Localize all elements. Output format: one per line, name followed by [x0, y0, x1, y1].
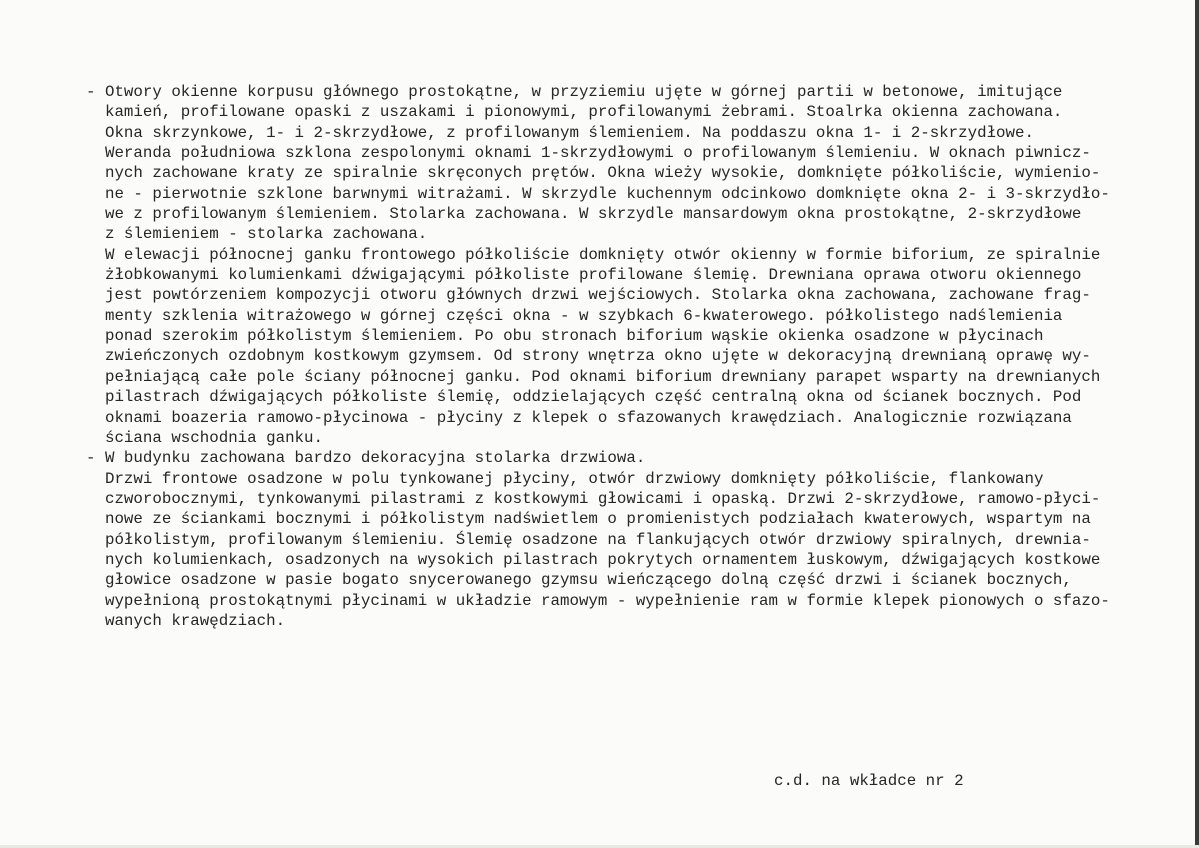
text-line: nowe ze ściankami bocznymi i półkolistym nadświetlem o promienistych podziałach kwaterowych, wspartym na — [86, 510, 1091, 529]
text-line: we z profilowanym ślemieniem. Stolarka zachowana. W skrzydle mansardowym okna prostokątne, 2-skrzydłowe — [86, 205, 1082, 224]
text-line: ściana wschodnia ganku. — [86, 428, 323, 447]
text-line: czworobocznymi, tynkowanymi pilastrami z kostkowymi głowicami i opaską. Drzwi 2-skrzydłowe, ramowo-płyci- — [86, 489, 1101, 508]
text-line: - W budynku zachowana bardzo dekoracyjna stolarka drzwiowa. — [86, 449, 646, 468]
text-line: pilastrach dźwigających półkoliste ślemię, oddzielających część centralną okna od ścianek bocznych. Pod — [86, 388, 1082, 407]
text-line: głowice osadzone w pasie bogato snycerowanego gzymsu wieńczącego dolną część drzwi i ścianek bocznych, — [86, 571, 1072, 590]
text-line: jest powtórzeniem kompozycji otworu głównych drzwi wejściowych. Stolarka okna zachowana, zachowane frag- — [86, 286, 1091, 305]
text-line: Okna skrzynkowe, 1- i 2-skrzydłowe, z profilowanym ślemieniem. Na poddaszu okna 1- i 2-skrzydłowe. — [86, 123, 1034, 142]
text-line: zwieńczonych ozdobnym kostkowym gzymsem. Od strony wnętrza okno ujęte w dekoracyjną drewnianą oprawę wy- — [86, 347, 1091, 366]
text-line: Weranda południowa szklona zespolonymi oknami 1-skrzydłowymi o profilowanym ślemieniu. W oknach piwnicz- — [86, 144, 1091, 163]
text-line: menty szklenia witrażowego w górnej części okna - w szybkach 6-kwaterowego. półkolistego nadślemienia — [86, 306, 1063, 325]
text-line: W elewacji północnej ganku frontowego półkoliście domknięty otwór okienny w formie biforium, ze spiralnie — [86, 245, 1101, 264]
text-line: oknami boazeria ramowo-płycinowa - płyciny z klepek o sfazowanych krawędziach. Analogicznie rozwiązana — [86, 408, 1072, 427]
scan-edge — [1195, 0, 1199, 848]
text-line: - Otwory okienne korpusu głównego prostokątne, w przyziemiu ujęte w górnej partii w betonowe, imitujące — [86, 83, 1063, 101]
text-line: wanych krawędziach. — [86, 611, 286, 630]
text-line: z ślemieniem - stolarka zachowana. — [86, 225, 428, 244]
text-line: nych kolumienkach, osadzonych na wysokich pilastrach pokrytych ornamentem łuskowym, dźwigających kostkowe — [86, 550, 1101, 569]
continuation-note: c.d. na wkładce nr 2 — [774, 772, 964, 790]
text-line: Drzwi frontowe osadzone w polu tynkowanej płyciny, otwór drzwiowy domknięty półkoliście, flankowany — [86, 469, 1044, 488]
text-line: pełniającą całe pole ściany północnej ganku. Pod oknami biforium drewniany parapet wsparty na drewnianych — [86, 367, 1101, 386]
text-line: ne - pierwotnie szklone barwnymi witrażami. W skrzydle kuchennym odcinkowo domknięte okna 2- i 3-skrzydło- — [86, 184, 1110, 203]
text-line: półkolistym, profilowanym ślemieniu. Ślemię osadzone na flankujących otwór drzwiowy spiralnych, drewnia- — [86, 530, 1091, 549]
text-line: kamień, profilowane opaski z uszakami i pionowymi, profilowanymi żebrami. Stoalrka okienna zachowana. — [86, 103, 1063, 122]
text-line: wypełnioną prostokątnymi płycinami w układzie ramowym - wypełnienie ram w formie klepek pionowych o sfazo- — [86, 591, 1110, 610]
document-body — [86, 82, 1196, 631]
text-line: żłobkowanymi kolumienkami dźwigającymi półkoliste profilowane ślemię. Drewniana oprawa otworu okiennego — [86, 266, 1082, 285]
text-line: ponad szerokim półkolistym ślemieniem. Po obu stronach biforium wąskie okienka osadzone w płycinach — [86, 327, 1044, 346]
text-line: nych zachowane kraty ze spiralnie skręconych prętów. Okna wieży wysokie, domknięte półkoliście, wymienio- — [86, 164, 1101, 183]
